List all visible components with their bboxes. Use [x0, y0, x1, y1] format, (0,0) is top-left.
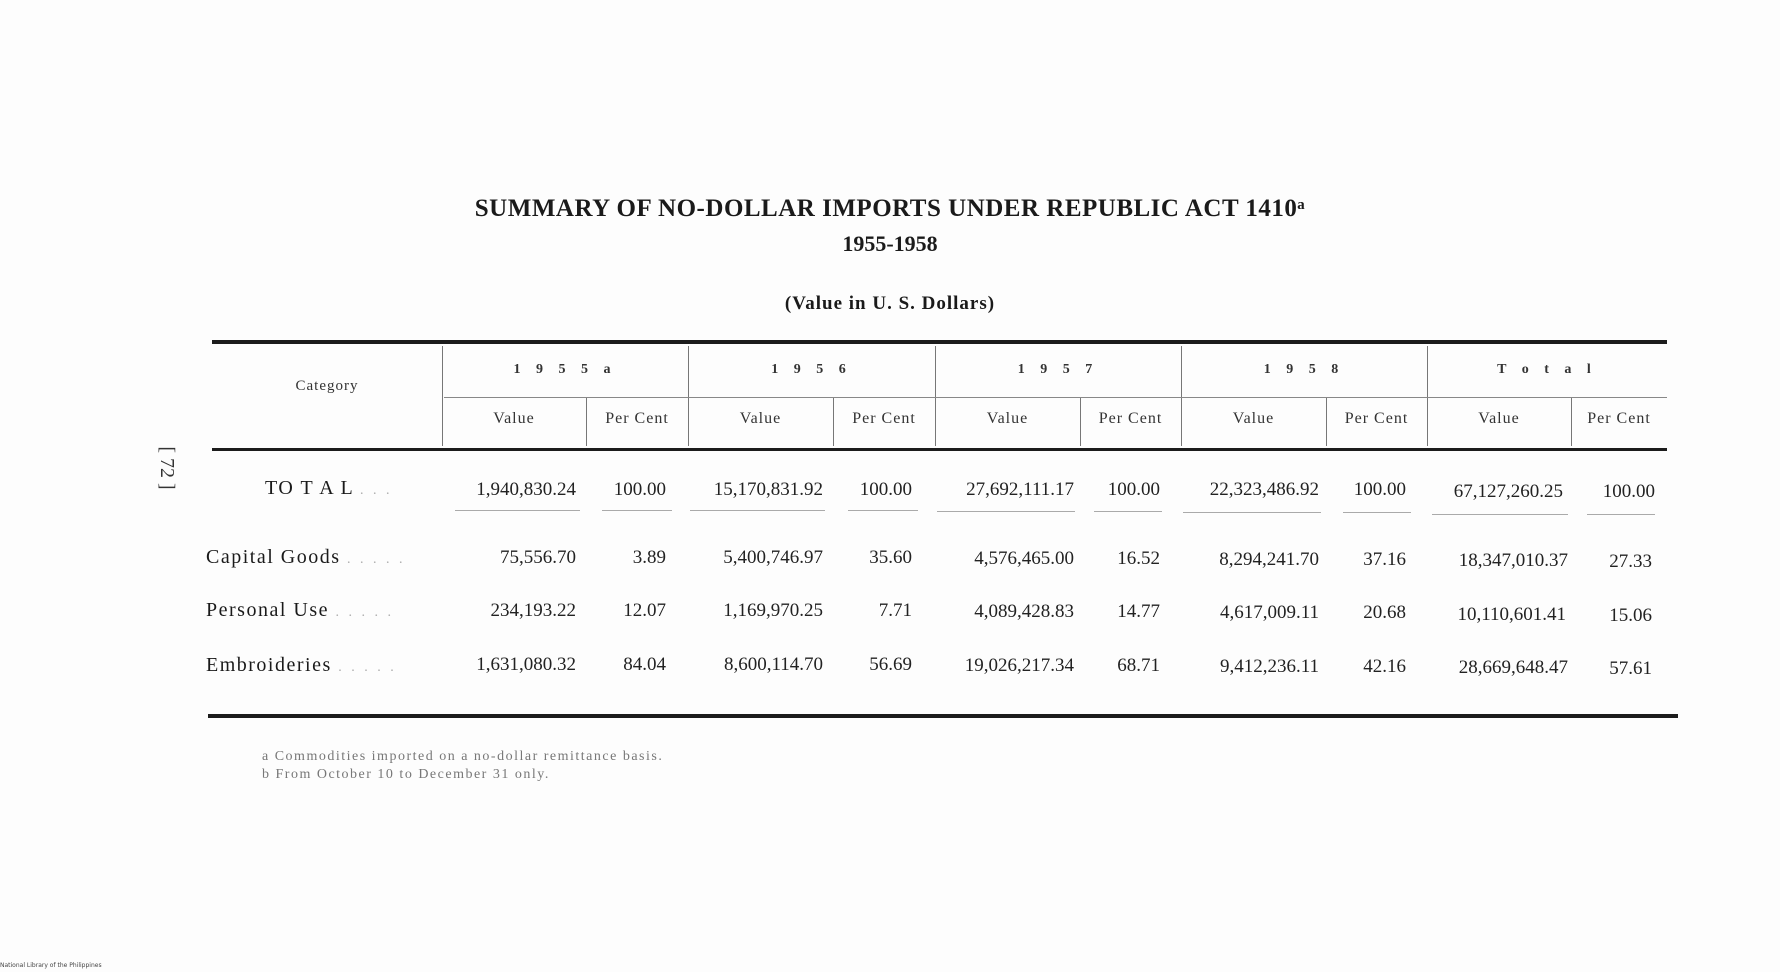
header-separator: [1427, 346, 1428, 446]
table-cell: 42.16: [1363, 656, 1406, 677]
table-cell: 4,617,009.11: [1219, 602, 1319, 623]
page-number: [ 72 ]: [156, 446, 179, 490]
percent-column-header: Per Cent: [1098, 410, 1163, 427]
document-title: SUMMARY OF NO-DOLLAR IMPORTS UNDER REPUBLIC ACT 1410ᵃ: [474, 195, 1306, 222]
table-cell: 234,193.22: [490, 600, 576, 621]
percent-column-header: Per Cent: [605, 410, 669, 427]
table-cell: 1,940,830.24: [476, 479, 576, 500]
table-cell: 28,669,648.47: [1458, 657, 1568, 678]
table-cell: 27.33: [1609, 551, 1652, 572]
row-label-total: TO T A L . . .: [265, 477, 393, 499]
value-column-header: Value: [986, 410, 1029, 427]
year-header-underline: [444, 397, 1667, 398]
total-underline: [937, 511, 1075, 512]
table-cell: 100.00: [613, 479, 666, 500]
total-underline: [602, 510, 672, 511]
value-column-header: Value: [493, 410, 535, 427]
percent-column-header: Per Cent: [1587, 410, 1651, 427]
table-cell: 8,600,114.70: [723, 654, 823, 675]
total-underline: [455, 510, 580, 511]
table-cell: 18,347,010.37: [1458, 550, 1568, 571]
table-cell: 4,089,428.83: [974, 601, 1074, 622]
table-cell: 37.16: [1363, 549, 1406, 570]
category-header: Category: [295, 378, 359, 394]
value-unit-note: (Value in U. S. Dollars): [784, 293, 996, 314]
table-cell: 5,400,746.97: [723, 547, 823, 568]
table-cell: 14.77: [1117, 601, 1160, 622]
table-cell: 100.00: [1107, 479, 1160, 500]
table-cell: 57.61: [1609, 658, 1652, 679]
table-cell: 100.00: [1353, 479, 1406, 500]
year-header-1958: 1 9 5 8: [1263, 362, 1345, 377]
year-header-1955: 1 9 5 5 a: [513, 362, 617, 377]
table-header-rule: [212, 448, 1667, 451]
table-cell: 19,026,217.34: [964, 655, 1074, 676]
value-column-header: Value: [739, 410, 782, 427]
row-label-capital-goods: Capital Goods . . . . .: [206, 546, 406, 568]
header-separator: [1181, 346, 1182, 446]
total-underline: [690, 510, 825, 511]
table-cell: 9,412,236.11: [1219, 656, 1319, 677]
total-underline: [848, 510, 918, 511]
year-header-total: T o t a l: [1497, 362, 1597, 377]
table-cell: 7.71: [878, 600, 912, 621]
total-underline: [1343, 512, 1411, 513]
table-cell: 84.04: [623, 654, 666, 675]
table-cell: 12.07: [623, 600, 666, 621]
table-cell: 20.68: [1363, 602, 1406, 623]
archive-credit: National Library of the Philippines: [0, 962, 102, 969]
table-cell: 67,127,260.25: [1453, 481, 1563, 502]
footnote-a: a Commodities imported on a no-dollar remittance basis.: [262, 749, 664, 764]
table-cell: 100.00: [1602, 481, 1655, 502]
header-separator: [688, 346, 689, 446]
total-underline: [1183, 512, 1321, 513]
table-cell: 1,169,970.25: [723, 600, 823, 621]
table-cell: 1,631,080.32: [476, 654, 576, 675]
row-label-embroideries: Embroideries . . . . .: [206, 654, 397, 676]
table-cell: 100.00: [859, 479, 912, 500]
table-cell: 22,323,486.92: [1209, 479, 1319, 500]
total-underline: [1094, 511, 1162, 512]
table-cell: 15,170,831.92: [713, 479, 823, 500]
table-cell: 68.71: [1117, 655, 1160, 676]
table-cell: 56.69: [869, 654, 912, 675]
table-top-rule: [212, 340, 1667, 344]
total-underline: [1587, 514, 1655, 515]
percent-column-header: Per Cent: [1344, 410, 1409, 427]
table-cell: 4,576,465.00: [974, 548, 1074, 569]
year-header-1956: 1 9 5 6: [771, 362, 852, 377]
value-column-header: Value: [1232, 410, 1275, 427]
table-cell: 8,294,241.70: [1219, 549, 1319, 570]
value-column-header: Value: [1478, 410, 1520, 427]
footnote-b: b From October 10 to December 31 only.: [262, 767, 550, 782]
table-cell: 75,556.70: [500, 547, 576, 568]
row-label-personal-use: Personal Use . . . . .: [206, 599, 394, 621]
year-header-1957: 1 9 5 7: [1017, 362, 1099, 377]
percent-column-header: Per Cent: [852, 410, 916, 427]
table-cell: 16.52: [1117, 548, 1160, 569]
table-cell: 27,692,111.17: [966, 479, 1074, 500]
document-years: 1955-1958: [842, 231, 938, 256]
table-cell: 10,110,601.41: [1457, 604, 1566, 625]
table-cell: 35.60: [869, 547, 912, 568]
total-underline: [1432, 514, 1568, 515]
table-cell: 3.89: [632, 547, 666, 568]
header-separator: [935, 346, 936, 446]
header-separator: [442, 346, 443, 446]
table-cell: 15.06: [1609, 605, 1652, 626]
table-bottom-rule: [208, 714, 1678, 718]
